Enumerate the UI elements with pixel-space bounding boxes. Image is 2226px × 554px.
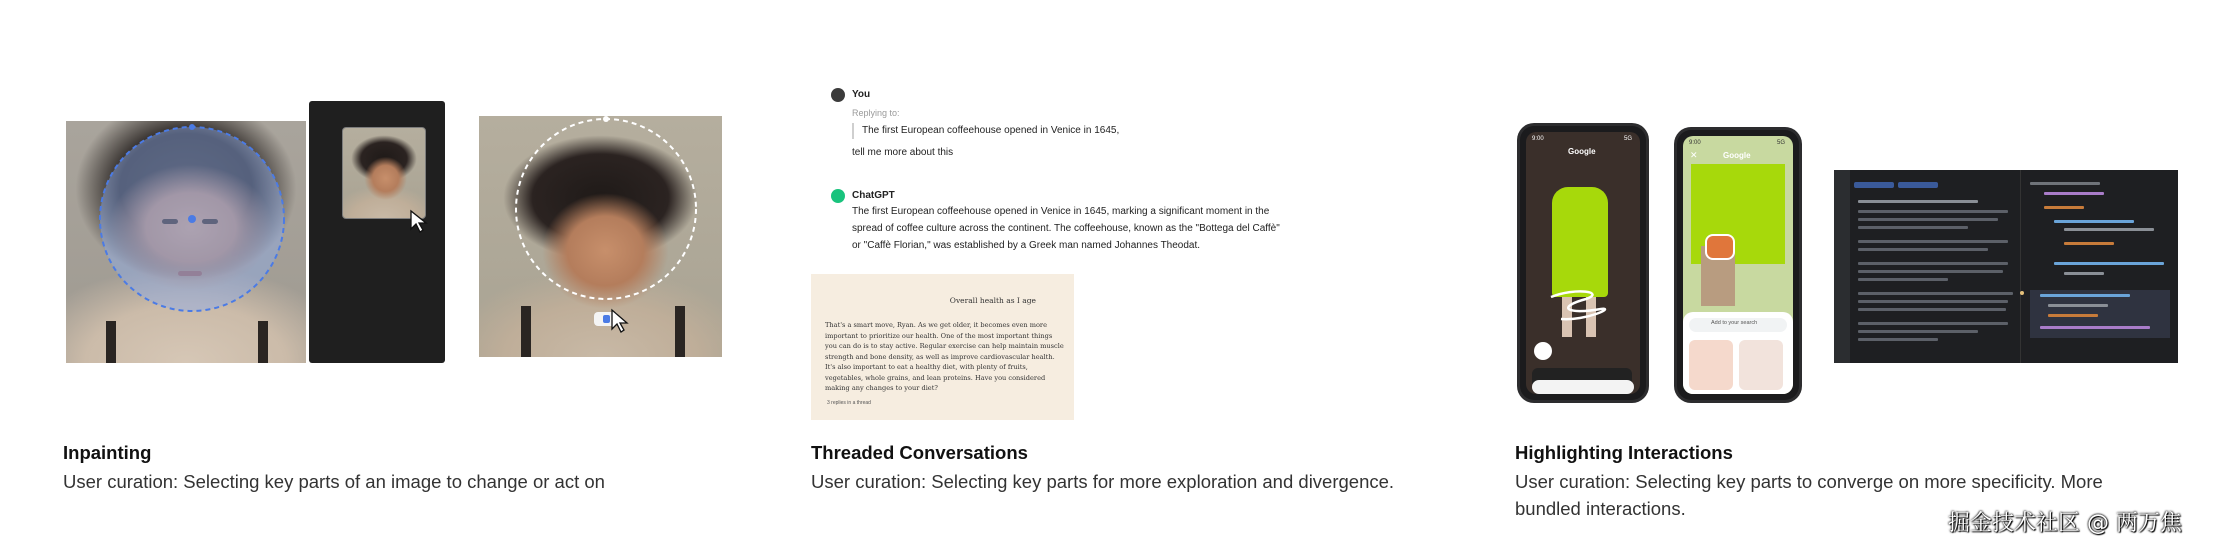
status-network: 5G xyxy=(1776,140,1785,146)
assistant-line: The first European coffeehouse opened in Venice in 1645, marking a significant moment in the xyxy=(852,206,1270,217)
chatgpt-icon xyxy=(831,189,845,203)
card-description: User curation: Selecting key parts to converge on more specificity. More xyxy=(1515,471,2103,492)
status-time: 9:00 xyxy=(1532,136,1544,142)
phone-mockup-left xyxy=(1520,126,1646,400)
card-title: Inpainting xyxy=(63,442,152,463)
google-icon: Google xyxy=(1723,151,1751,160)
assistant-line: spread of coffee culture across the continent. The coffeehouse, known as the "Bottega del Caffè" xyxy=(852,223,1280,234)
google-icon: Google xyxy=(1568,147,1596,156)
result-thumbnail[interactable] xyxy=(1689,340,1733,390)
user-name: You xyxy=(852,89,871,100)
assistant-line: or "Caffè Florian," was established by a Greek man named Johannes Theodat. xyxy=(852,240,1201,251)
card-description: User curation: Selecting key parts of an image to change or act on xyxy=(63,471,605,492)
status-network: 5G xyxy=(1623,136,1632,142)
scribble-selection[interactable] xyxy=(1546,287,1616,327)
assistant-name: ChatGPT xyxy=(852,190,895,201)
selected-bag[interactable] xyxy=(1707,236,1733,258)
note-body: That's a smart move, Ryan. As we get older, it becomes even more important to prioritize our health. One of the most important things you can do is to stay active. Regular exercise can help maintain muscle strength and bone density, as well as improve cardiovascular health. It's also important to eat a healthy diet, with plenty of fruits, vegetables, whole grains, and lean proteins. Have you considered making any changes to your diet? xyxy=(825,321,1064,392)
phone-mockup-right xyxy=(1677,130,1799,400)
results-sheet[interactable] xyxy=(1683,312,1793,394)
quoted-text[interactable]: The first European coffeehouse opened in Venice in 1645, xyxy=(862,125,1120,136)
watermark: 掘金技术社区 @ 两万焦 xyxy=(1948,511,2182,536)
selection-circle[interactable] xyxy=(96,124,288,314)
card-title: Threaded Conversations xyxy=(811,442,1028,463)
card-description: bundled interactions. xyxy=(1515,498,1686,519)
avatar-icon xyxy=(831,88,845,102)
selection-circle-dashed[interactable] xyxy=(512,114,700,304)
search-bar[interactable] xyxy=(1532,380,1634,394)
user-message: tell me more about this xyxy=(852,147,954,158)
search-field[interactable]: Add to your search xyxy=(1689,318,1787,332)
thread-note-card[interactable] xyxy=(811,274,1074,420)
cursor-icon xyxy=(610,308,632,334)
card-title: Highlighting Interactions xyxy=(1515,442,1733,463)
result-thumbnail[interactable] xyxy=(1739,340,1783,390)
card-description: User curation: Selecting key parts for more exploration and divergence. xyxy=(811,471,1395,492)
cursor-icon xyxy=(409,209,431,233)
note-title: Overall health as I age xyxy=(949,296,1036,305)
note-footer[interactable]: 3 replies in a thread xyxy=(827,400,871,406)
status-time: 9:00 xyxy=(1689,140,1701,146)
quote-bar xyxy=(852,123,854,139)
product-highlight[interactable] xyxy=(1552,187,1608,297)
preview-panel xyxy=(309,101,445,363)
replying-label: Replying to: xyxy=(852,108,900,118)
selection-center-handle xyxy=(188,215,196,223)
thumbnail-image[interactable] xyxy=(342,127,426,219)
lens-icon[interactable] xyxy=(1534,342,1552,360)
close-icon[interactable]: ✕ xyxy=(1690,150,1698,160)
code-editor-screenshot xyxy=(1834,170,2178,363)
